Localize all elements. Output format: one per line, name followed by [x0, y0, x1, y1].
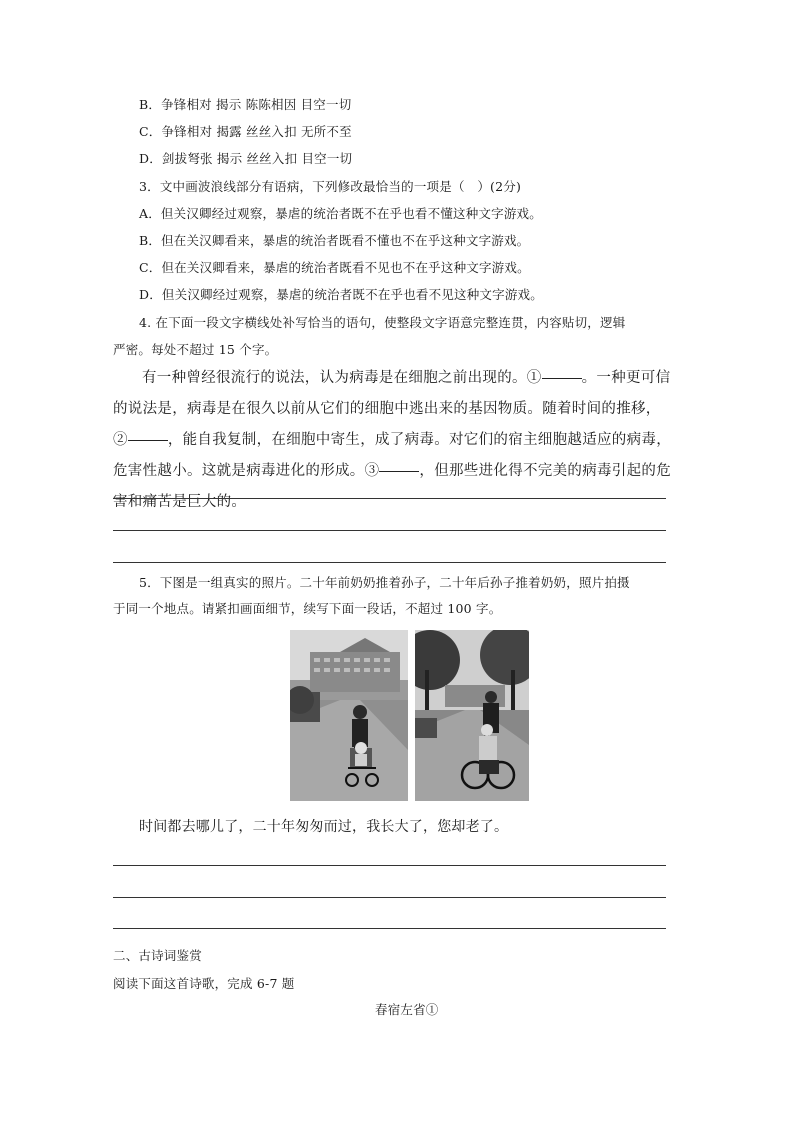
question-5-stem-line1: 5．下图是一组真实的照片。二十年前奶奶推着孙子，二十年后孙子推着奶奶，照片拍摄	[139, 575, 630, 590]
q3-option-d: D．但关汉卿经过观察，暴虐的统治者既不在乎也看不见这种文字游戏。	[139, 287, 543, 302]
answer-line[interactable]	[113, 530, 666, 531]
question-4-stem-line2: 严密。每处不超过 15 个字。	[113, 342, 278, 357]
q4-passage-part2: 。一种更可信的说法是，病毒是在很久以前从它们的细胞中逃出来的基因物质。随着时间的推移，②	[113, 370, 671, 448]
photo-twenty-years-ago	[290, 630, 408, 801]
blank-2[interactable]	[128, 439, 168, 441]
answer-line[interactable]	[113, 562, 666, 563]
q4-passage-part1: 有一种曾经很流行的说法，认为病毒是在细胞之前出现的。①	[142, 370, 542, 386]
section-2-heading: 二、古诗词鉴赏	[113, 948, 202, 963]
answer-line[interactable]	[113, 865, 666, 866]
blank-1[interactable]	[542, 377, 582, 379]
answer-line[interactable]	[113, 928, 666, 929]
q3-option-a: A．但关汉卿经过观察，暴虐的统治者既不在乎也看不懂这种文字游戏。	[139, 206, 542, 221]
q3-option-b: B．但在关汉卿看来，暴虐的统治者既看不懂也不在乎这种文字游戏。	[139, 233, 530, 248]
answer-line[interactable]	[113, 498, 666, 499]
section-2-instruction: 阅读下面这首诗歌，完成 6-7 题	[113, 976, 295, 991]
question-4-stem-line1: 4. 在下面一段文字横线处补写恰当的语句，使整段文字语意完整连贯，内容贴切，逻辑	[139, 315, 626, 330]
q3-option-c: C．但在关汉卿看来，暴虐的统治者既看不见也不在乎这种文字游戏。	[139, 260, 530, 275]
poem-title: 春宿左省①	[375, 1002, 439, 1017]
blank-3[interactable]	[379, 470, 419, 472]
question-3-stem: 3．文中画波浪线部分有语病，下列修改最恰当的一项是（ ）(2分)	[139, 179, 522, 194]
q4-passage-part3: ，能自我复制，在细胞中寄生，成了病毒。对它们的宿主细胞越适应的病毒，危害性越小。这就是病毒进化的形成。③	[113, 432, 672, 479]
q5-continuation-prompt: 时间都去哪儿了，二十年匆匆而过，我长大了，您却老了。	[139, 819, 509, 835]
option-b-q2: B．争锋相对 揭示 陈陈相因 目空一切	[139, 97, 352, 112]
photo-twenty-years-later	[415, 630, 529, 801]
answer-line[interactable]	[113, 897, 666, 898]
option-c-q2: C．争锋相对 揭露 丝丝入扣 无所不至	[139, 124, 352, 139]
option-d-q2: D．剑拔弩张 揭示 丝丝入扣 目空一切	[139, 151, 353, 166]
question-5-stem-line2: 于同一个地点。请紧扣画面细节，续写下面一段话，不超过 100 字。	[113, 601, 502, 616]
q4-passage	[113, 363, 673, 518]
q4-passage-part4: ，但那些进化得不完美的病毒引起的危害和痛苦是巨大的。	[113, 463, 672, 510]
